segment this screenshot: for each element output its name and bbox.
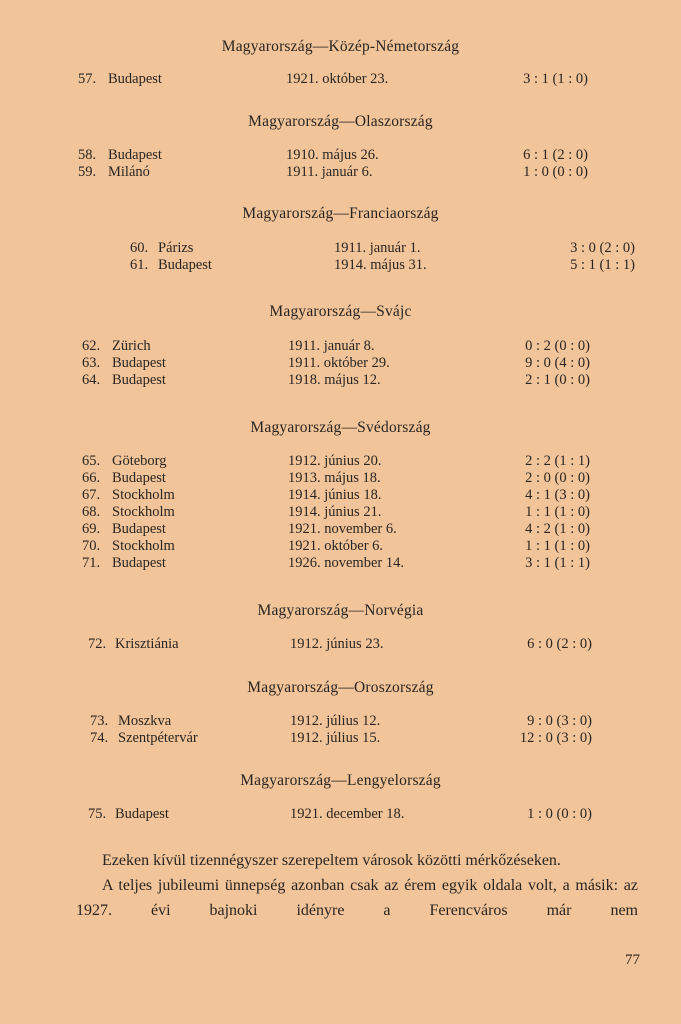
- match-row: [0, 538, 681, 555]
- match-row: [0, 730, 681, 747]
- section-title-franciaorszag: Magyarország—Franciaország: [242, 205, 439, 222]
- match-row: [0, 338, 681, 355]
- match-date: 1910. május 26.: [286, 147, 379, 163]
- match-city: Krisztiánia: [115, 636, 179, 652]
- match-date: 1912. június 20.: [288, 453, 382, 469]
- match-row: [0, 453, 681, 470]
- match-score: 3 : 1 (1 : 0): [523, 71, 588, 87]
- match-score: 4 : 2 (1 : 0): [525, 521, 590, 537]
- match-city: Moszkva: [118, 713, 172, 729]
- match-date: 1914. június 18.: [288, 487, 382, 503]
- match-city: Budapest: [112, 555, 166, 571]
- match-number: 64.: [82, 372, 101, 388]
- match-row: [0, 504, 681, 521]
- match-date: 1912. július 12.: [290, 713, 381, 729]
- match-number: 75.: [88, 806, 107, 822]
- match-city: Zürich: [112, 338, 151, 354]
- section-title-norvegia: Magyarország—Norvégia: [257, 602, 424, 619]
- match-city: Párizs: [158, 240, 194, 256]
- match-score: 2 : 0 (0 : 0): [525, 470, 590, 486]
- section-title-lengyelorszag: Magyarország—Lengyelország: [240, 772, 441, 789]
- match-date: 1913. május 18.: [288, 470, 381, 486]
- match-date: 1926. november 14.: [288, 555, 404, 571]
- section-title-svajc: Magyarország—Svájc: [269, 303, 412, 320]
- match-date: 1911. január 8.: [288, 338, 375, 354]
- match-score: 9 : 0 (4 : 0): [525, 355, 590, 371]
- match-city: Budapest: [112, 470, 166, 486]
- match-row: [0, 470, 681, 487]
- match-row: [0, 240, 681, 257]
- match-date: 1921. október 6.: [288, 538, 384, 554]
- match-city: Stockholm: [112, 538, 175, 554]
- match-city: Stockholm: [112, 487, 175, 503]
- match-score: 2 : 2 (1 : 1): [525, 453, 590, 469]
- match-city: Stockholm: [112, 504, 175, 520]
- section-title-olaszorszag: Magyarország—Olaszország: [248, 113, 433, 130]
- match-date: 1911. október 29.: [288, 355, 390, 371]
- match-score: 6 : 0 (2 : 0): [527, 636, 592, 652]
- match-date: 1921. október 23.: [286, 71, 389, 87]
- match-date: 1921. december 18.: [290, 806, 405, 822]
- match-number: 59.: [78, 164, 97, 180]
- match-date: 1912. július 15.: [290, 730, 381, 746]
- match-number: 57.: [78, 71, 97, 87]
- match-city: Milánó: [108, 164, 150, 180]
- match-date: 1912. június 23.: [290, 636, 384, 652]
- match-row: [0, 164, 681, 181]
- match-city: Budapest: [158, 257, 212, 273]
- match-number: 67.: [82, 487, 101, 503]
- match-date: 1914. június 21.: [288, 504, 382, 520]
- match-number: 72.: [88, 636, 107, 652]
- match-row: [0, 636, 681, 653]
- match-number: 58.: [78, 147, 97, 163]
- match-date: 1914. május 31.: [334, 257, 427, 273]
- match-city: Budapest: [115, 806, 169, 822]
- match-city: Szentpétervár: [118, 730, 198, 746]
- match-row: [0, 71, 681, 88]
- match-score: 12 : 0 (3 : 0): [519, 730, 592, 746]
- match-row: [0, 372, 681, 389]
- match-number: 70.: [82, 538, 101, 554]
- match-number: 60.: [130, 240, 149, 256]
- match-city: Budapest: [112, 372, 166, 388]
- match-score: 3 : 1 (1 : 1): [525, 555, 590, 571]
- section-title-svedorszag: Magyarország—Svédország: [250, 419, 431, 436]
- match-score: 6 : 1 (2 : 0): [523, 147, 588, 163]
- body-text: [76, 848, 638, 923]
- match-date: 1911. január 6.: [286, 164, 373, 180]
- match-city: Budapest: [108, 71, 162, 87]
- match-number: 61.: [130, 257, 149, 273]
- section-title-oroszorszag: Magyarország—Oroszország: [247, 679, 434, 696]
- match-date: 1921. november 6.: [288, 521, 397, 537]
- match-number: 68.: [82, 504, 101, 520]
- match-number: 71.: [82, 555, 101, 571]
- match-row: [0, 555, 681, 572]
- match-score: 3 : 0 (2 : 0): [570, 240, 635, 256]
- match-number: 66.: [82, 470, 101, 486]
- match-city: Göteborg: [112, 453, 167, 469]
- match-city: Budapest: [112, 521, 166, 537]
- match-score: 4 : 1 (3 : 0): [525, 487, 590, 503]
- page-number: 77: [625, 952, 640, 968]
- match-number: 73.: [90, 713, 109, 729]
- match-row: [0, 487, 681, 504]
- match-score: 5 : 1 (1 : 1): [570, 257, 635, 273]
- paragraph-2: A teljes jubileumi ünnepség azonban csak az érem egyik oldala volt, a másik: az 1927. évi bajnoki idényre a Ferencváros már nem: [76, 877, 638, 919]
- match-score: 1 : 1 (1 : 0): [525, 504, 590, 520]
- match-number: 69.: [82, 521, 101, 537]
- match-number: 62.: [82, 338, 101, 354]
- match-score: 9 : 0 (3 : 0): [527, 713, 592, 729]
- match-score: 1 : 1 (1 : 0): [525, 538, 590, 554]
- match-city: Budapest: [112, 355, 166, 371]
- match-number: 65.: [82, 453, 101, 469]
- match-row: [0, 521, 681, 538]
- match-number: 74.: [90, 730, 109, 746]
- match-score: 2 : 1 (0 : 0): [525, 372, 590, 388]
- match-city: Budapest: [108, 147, 162, 163]
- match-date: 1918. május 12.: [288, 372, 381, 388]
- match-number: 63.: [82, 355, 101, 371]
- match-score: 1 : 0 (0 : 0): [523, 164, 588, 180]
- match-row: [0, 806, 681, 823]
- match-date: 1911. január 1.: [334, 240, 421, 256]
- match-row: [0, 713, 681, 730]
- section-title-kozep-nemetorszag: Magyarország—Közép-Németország: [221, 38, 460, 55]
- match-score: 0 : 2 (0 : 0): [525, 338, 590, 354]
- paragraph-1: Ezeken kívül tizennégyszer szerepeltem városok közötti mérkőzéseken.: [102, 852, 561, 869]
- match-row: [0, 147, 681, 164]
- match-score: 1 : 0 (0 : 0): [527, 806, 592, 822]
- match-row: [0, 355, 681, 372]
- match-row: [0, 257, 681, 274]
